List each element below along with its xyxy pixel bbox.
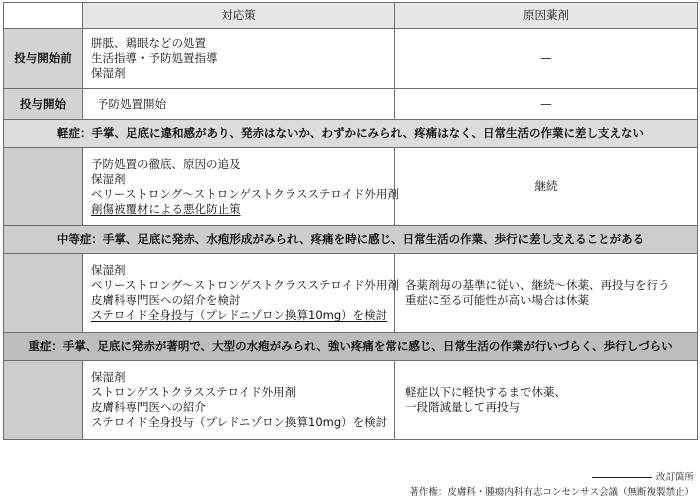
measure-item: ストロンゲストクラスステロイド外用剤	[91, 385, 297, 399]
measure-item-revised: ステロイド全身投与（プレドニゾロン換算10mg）を検討	[91, 308, 388, 322]
label-severe-blank	[4, 361, 83, 440]
drugs-mild	[395, 148, 698, 226]
measures-pre-administration	[83, 29, 395, 89]
measure-item: 皮膚科専門医への紹介	[91, 400, 206, 414]
measure-item: ステロイド全身投与（プレドニゾロン換算10mg）を検討	[91, 415, 388, 429]
measure-item: 生活指導・予防処置指導	[91, 51, 218, 65]
header-row	[4, 3, 698, 29]
severity-mild-row	[4, 120, 698, 148]
row-moderate	[4, 254, 698, 333]
severity-moderate-row	[4, 226, 698, 254]
label-administration-start: 投与開始	[4, 89, 83, 120]
row-administration-start	[4, 89, 698, 120]
label-moderate-blank	[4, 254, 83, 333]
drugs-pre-administration: —	[395, 29, 698, 89]
measure-item: 胼胝、鶏眼などの処置	[91, 36, 206, 50]
measure-item: 保湿剤	[91, 171, 126, 186]
management-table	[3, 2, 698, 440]
measure-item: 保湿剤	[91, 263, 126, 277]
measures-severe	[83, 361, 395, 440]
severity-mild-text: 軽症：手掌、足底に違和感があり、発赤はないか、わずかにみられ、疼痛はなく、日常生活の作業に差し支えない	[4, 120, 698, 148]
measures-mild	[83, 148, 399, 226]
row-severe	[4, 361, 698, 440]
drugs-moderate	[395, 254, 698, 333]
drugs-severe	[395, 361, 698, 440]
measure-item: ベリーストロング～ストロンゲストクラスステロイド外用剤	[91, 186, 399, 201]
measure-item: 予防処置の徹底、原因の追及	[91, 156, 241, 171]
label-mild-blank	[4, 148, 83, 226]
measure-item: 保湿剤	[91, 66, 126, 80]
drug-item: 継続	[534, 179, 558, 193]
measure-item-revised: 創傷被覆材による悪化防止策	[91, 201, 241, 216]
drugs-administration-start: —	[395, 89, 698, 120]
row-mild	[4, 148, 698, 226]
header-drugs: 原因薬剤	[395, 3, 698, 29]
header-blank-cell	[4, 3, 83, 29]
severity-severe-row	[4, 333, 698, 361]
drug-item: 各薬剤毎の基準に従い、継続～休薬、再投与を行う	[405, 278, 670, 292]
drug-item: 一段階減量して再投与	[405, 400, 520, 414]
revision-footnote	[592, 469, 694, 483]
measure-item: 予防処置開始	[97, 96, 166, 111]
measure-item: 保湿剤	[91, 370, 126, 384]
label-pre-administration: 投与開始前	[4, 29, 83, 89]
severity-moderate-text: 中等症：手掌、足底に発赤、水疱形成がみられ、疼痛を時に感じ、日常生活の作業、歩行に差し支えることがある	[4, 226, 698, 254]
header-measures: 対応策	[83, 3, 395, 29]
drug-item: 重症に至る可能性が高い場合は休薬	[405, 293, 589, 307]
measures-administration-start	[83, 89, 395, 120]
copyright-credit: 著作権：皮膚科・腫瘍内科有志コンセンサス会議（無断複製禁止）	[409, 487, 694, 498]
row-pre-administration	[4, 29, 698, 89]
drug-item: 軽症以下に軽快するまで休薬、	[405, 385, 566, 399]
underline-legend-mark	[592, 477, 652, 478]
revision-footnote-label: 改訂箇所	[655, 472, 694, 483]
measures-moderate	[83, 254, 399, 333]
measure-item: 皮膚科専門医への紹介を検討	[91, 293, 241, 307]
severity-severe-text: 重症：手掌、足底に発赤が著明で、大型の水疱がみられ、強い疼痛を常に感じ、日常生活の作業が行いづらく、歩行しづらい	[4, 333, 698, 361]
measure-item: ベリーストロング～ストロンゲストクラスステロイド外用剤	[91, 278, 399, 292]
